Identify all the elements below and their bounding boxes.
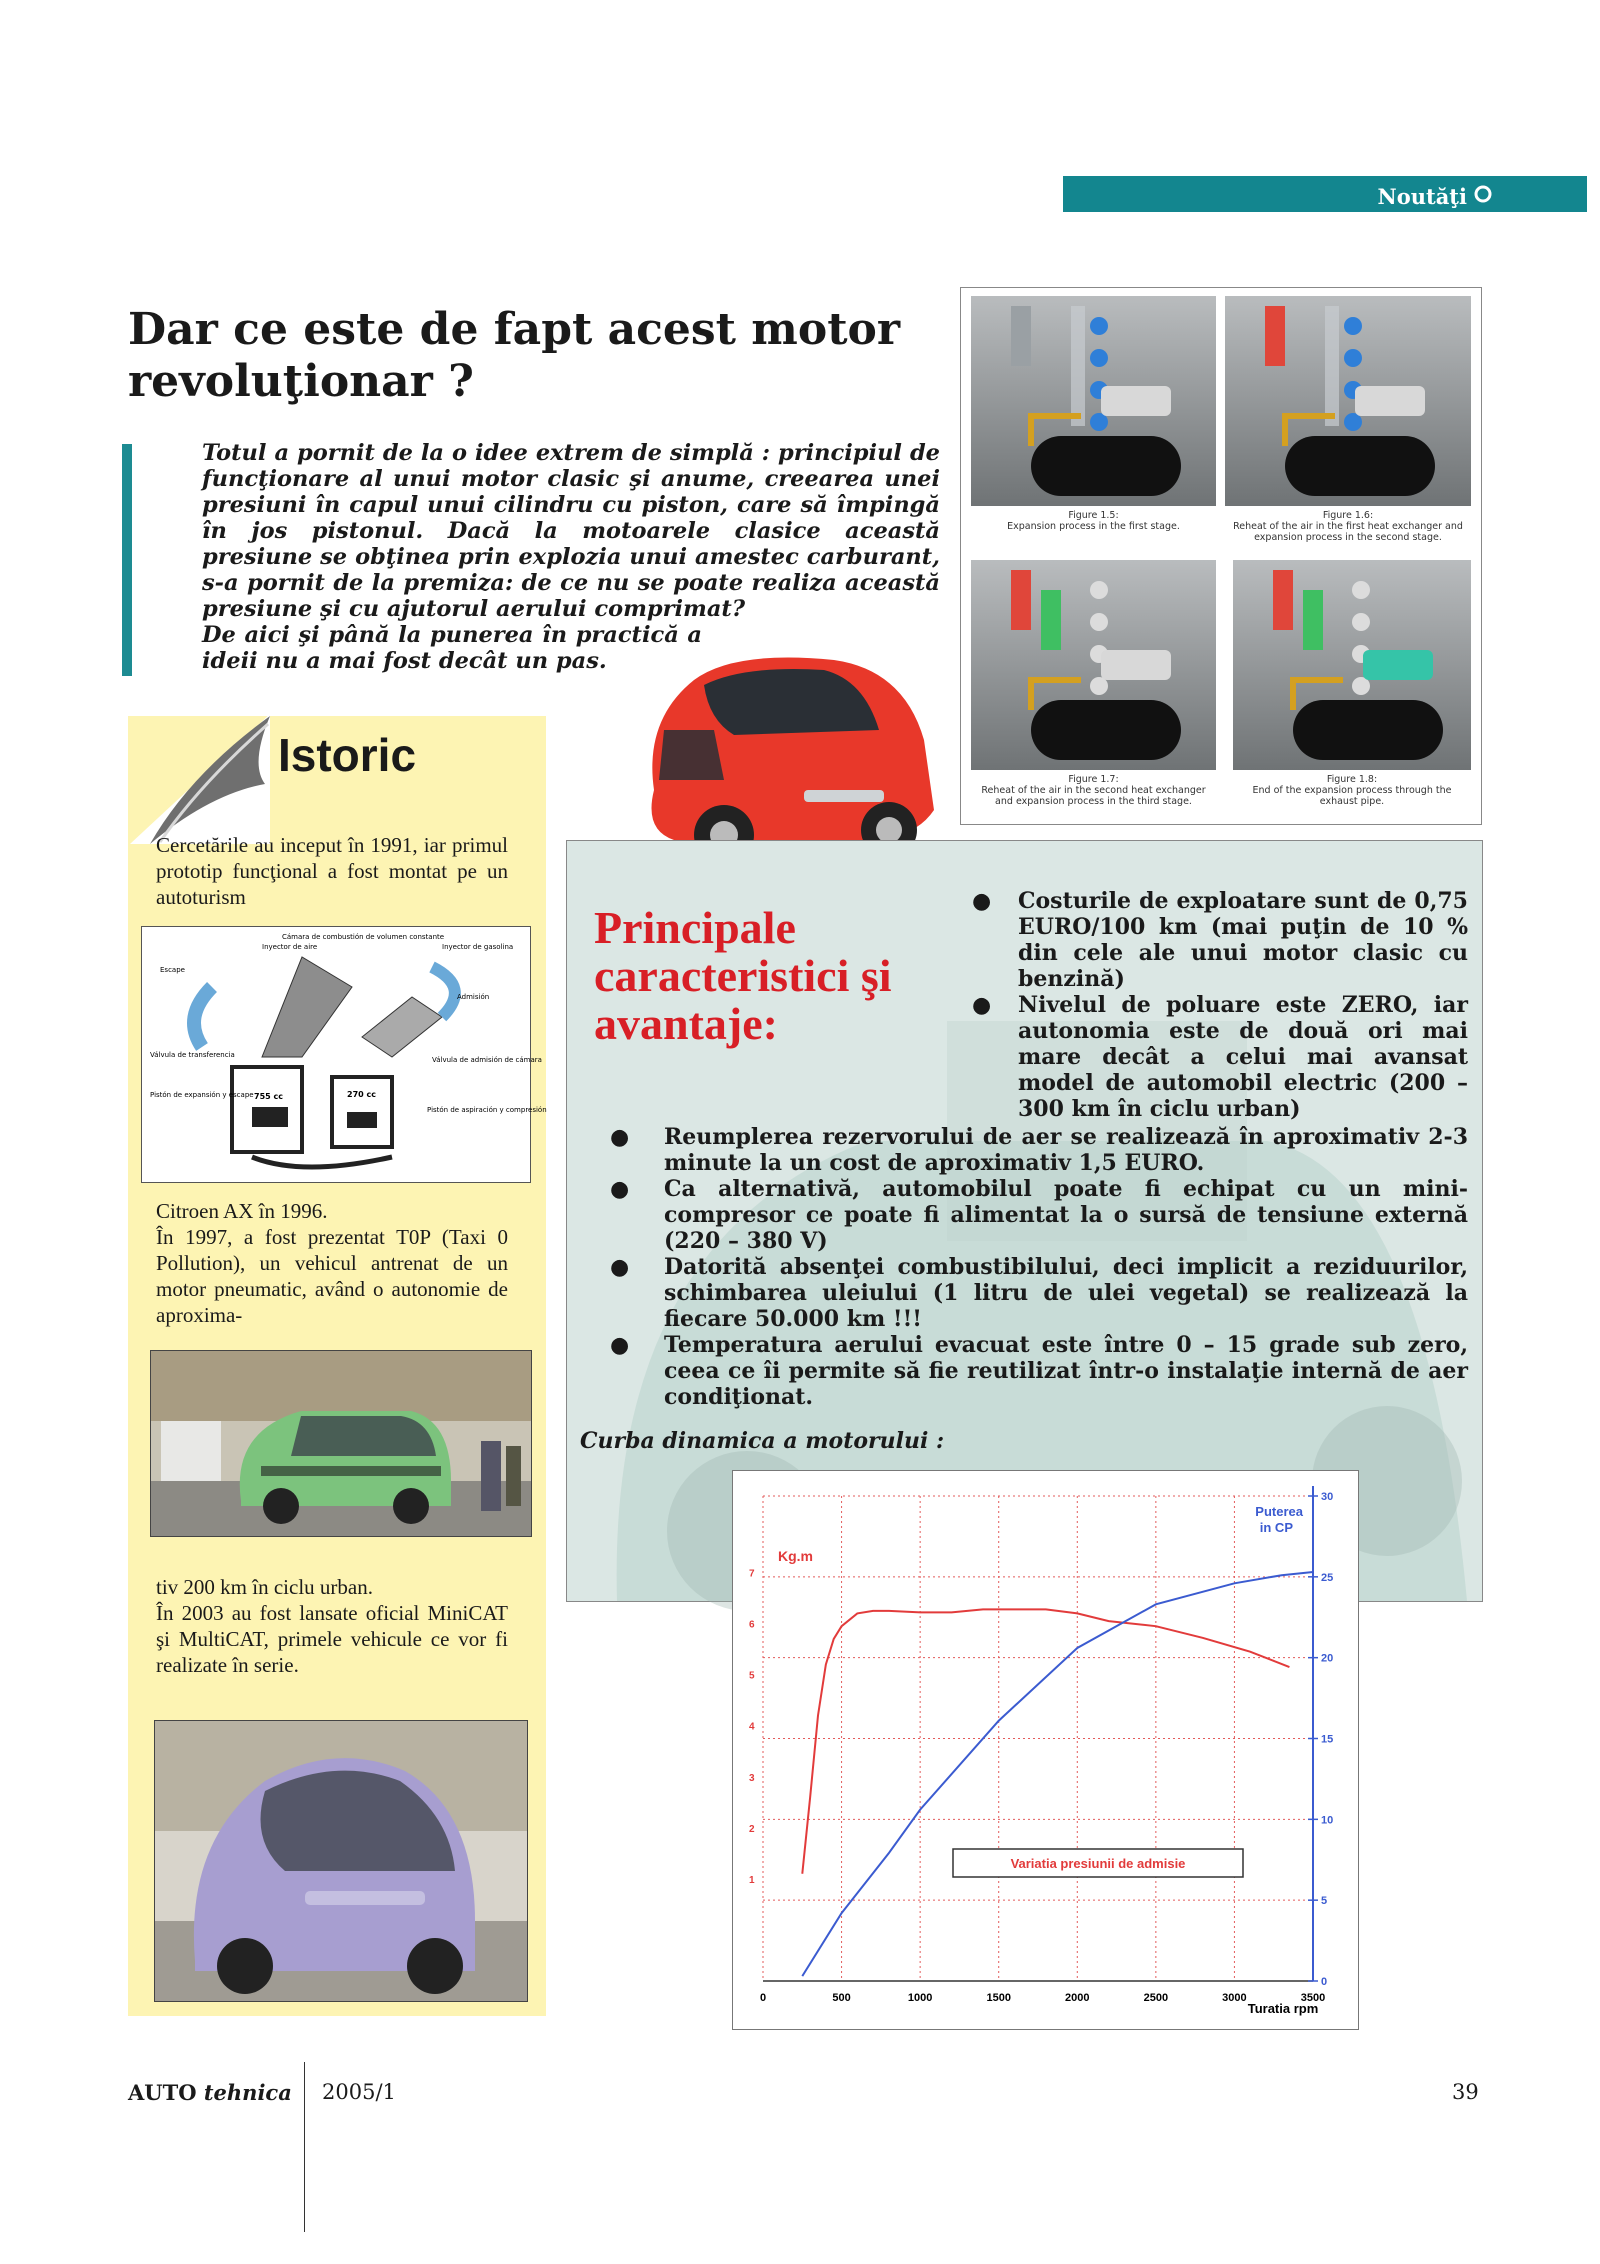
y-right-tick-label: 10 (1321, 1814, 1334, 1827)
istoric-title: Istoric (278, 729, 417, 781)
y-left-tick-label: 2 (749, 1823, 755, 1835)
brand-name: AUTO (128, 2080, 197, 2105)
istoric-paragraph: Citroen AX în 1996. (156, 1199, 328, 1223)
figure-image (971, 296, 1216, 506)
brand-name-italic: tehnica (203, 2080, 292, 2105)
intro-paragraph-1: Totul a pornit de la o idee extrem de simplă : principiul de funcţionare al unui motor clasic şi anume, creearea unei presiuni în capul unui cilindru cu piston, care să împingă în jos pistonul. Dacă la motoarele clasice această presiune se obţinea prin explozia unui amestec carburant, s-a pornit de la premiza: de ce nu se poate realiza această presiune şi cu ajutorul aerului comprimat? (202, 440, 940, 622)
y-right-tick-label: 5 (1321, 1895, 1328, 1908)
x-tick-label: 1000 (907, 1992, 933, 2004)
figure-caption: Figure 1.5: Expansion process in the first stage. (1007, 510, 1180, 532)
magazine-brand (128, 2080, 292, 2105)
figure-image (1233, 560, 1471, 770)
y-right-tick-label: 30 (1321, 1491, 1334, 1503)
istoric-paragraph: În 2003 au fost lansate oficial MiniCAT şi MultiCAT, primele vehicule ce vor fi realizate în serie. (156, 1601, 508, 1677)
y-left-tick-label: 6 (749, 1619, 755, 1631)
diagram-label-expansion-piston: Pistón de expansión y escape (150, 1091, 254, 1099)
y-left-tick-label: 1 (749, 1874, 755, 1886)
list-item (972, 992, 1468, 1122)
intro-accent-bar (122, 444, 132, 676)
bullet-icon: ● (972, 992, 992, 1018)
figure-image (971, 560, 1216, 770)
y-right-axis-label: Puterea (1255, 1504, 1303, 1519)
intro-paragraph-2: De aici şi până la punerea în practică a ideii nu a mai fost decât un pas. (202, 622, 702, 674)
x-tick-label: 3000 (1222, 1992, 1247, 2004)
istoric-paragraph: tiv 200 km în ciclu urban. (156, 1575, 373, 1599)
y-right-tick-label: 20 (1321, 1652, 1334, 1665)
istoric-text-1 (156, 832, 508, 910)
list-item-text: Costurile de exploatare sunt de 0,75 EURO/100 km (mai puţin de 10 % din cele ale unui motor clasic cu benzină) (1018, 888, 1468, 992)
list-item-text: Reumplerea rezervorului de aer se realizează în aproximativ 2-3 minute la un cost de aproximativ 1,5 EURO. (664, 1124, 1468, 1176)
x-tick-label: 2000 (1065, 1992, 1090, 2004)
diagram-label-intake-valve: Válvula de admisión de cámara (432, 1056, 542, 1064)
figure-caption: Figure 1.8: End of the expansion process through the exhaust pipe. (1252, 774, 1452, 807)
y-right-axis-label: in CP (1259, 1520, 1293, 1535)
expansion-figures-panel (960, 287, 1482, 825)
bullet-icon: ● (972, 888, 992, 914)
figure-caption: Figure 1.7: Reheat of the air in the second heat exchanger and expansion process in the third stage. (981, 774, 1206, 807)
page-curl-decoration (130, 714, 270, 844)
list-item (610, 1124, 1468, 1176)
figure-image (1225, 296, 1471, 506)
chart-caption: Curba dinamica a motorului : (580, 1428, 945, 1454)
bullet-icon: ● (610, 1332, 630, 1358)
y-right-tick-label: 0 (1321, 1976, 1328, 1988)
legend-label: Variatia presiunii de admisie (1010, 1856, 1186, 1871)
y-right-tick-label: 25 (1321, 1571, 1334, 1584)
issue-number: 2005/1 (322, 2080, 396, 2104)
list-item (610, 1254, 1468, 1332)
y-left-tick-label: 7 (749, 1568, 755, 1580)
x-axis-label: Turatia rpm (1247, 2001, 1319, 2016)
diagram-label-cc1: 755 cc (254, 1092, 283, 1101)
power-curve-line (802, 1572, 1313, 1976)
section-header-band (1063, 176, 1587, 212)
intro-text (202, 440, 940, 674)
istoric-text-3 (156, 1574, 508, 1678)
purple-car-photo (154, 1720, 528, 2002)
section-label: Noutăţi (1377, 184, 1467, 209)
list-item (610, 1332, 1468, 1410)
y-left-tick-label: 5 (749, 1670, 755, 1682)
diagram-label-intake: Admisión (457, 993, 490, 1001)
diagram-label-exhaust: Escape (160, 966, 185, 974)
footer-divider (304, 2062, 305, 2232)
y-right-tick-label: 15 (1321, 1733, 1334, 1746)
list-item-text: Nivelul de poluare este ZERO, iar autonomia este de două ori mai mare decât a celui mai avansat model de automobil electric (200 – 300 km în ciclu urban) (1018, 992, 1468, 1122)
list-item-text: Ca alternativă, automobilul poate fi echipat cu un mini-compresor ce poate fi alimentat la o sursă de tensiune externă (220 – 380 V) (664, 1176, 1468, 1254)
y-left-axis-label: Kg.m (778, 1548, 813, 1564)
y-left-tick-label: 4 (749, 1721, 755, 1733)
y-left-tick-label: 3 (749, 1772, 755, 1784)
x-tick-label: 1500 (986, 1992, 1011, 2004)
list-item (972, 888, 1468, 992)
characteristics-list-bottom (610, 1124, 1468, 1410)
istoric-text-2 (156, 1198, 508, 1328)
engine-diagram (141, 926, 547, 1183)
green-taxi-photo (150, 1350, 532, 1537)
bullet-icon: ● (610, 1254, 630, 1280)
figure-caption: Figure 1.6: Reheat of the air in the first heat exchanger and expansion process in the second stage. (1233, 510, 1463, 543)
istoric-paragraph: Cercetările au inceput în 1991, iar primul prototip funcţional a fost montat pe un autoturism (156, 833, 508, 909)
torque-curve-line (802, 1609, 1289, 1873)
x-tick-label: 3500 (1300, 1992, 1326, 2004)
magazine-logo-icon (1475, 183, 1491, 205)
x-tick-label: 2500 (1143, 1992, 1169, 2004)
diagram-label-air-injector: Inyector de aire (262, 943, 318, 951)
characteristics-title: Principale caracteristici şi avantaje: (594, 902, 892, 1049)
list-item-text: Datorită absenţei combustibilului, deci implicit a reziduurilor, schimbarea uleiului (1 litru de ulei vegetal) se realizează la fiecare 50.000 km !!! (664, 1254, 1468, 1332)
list-item (610, 1176, 1468, 1254)
istoric-paragraph: În 1997, a fost prezentat T0P (Taxi 0 Pollution), un vehicul antrenat de un motor pneumatic, având o autonomie de aproxima- (156, 1225, 508, 1327)
list-item-text: Temperatura aerului evacuat este între 0 – 15 grade sub zero, ceea ce îi permite să fie reutilizat într-o instalaţie internă de aer condiţionat. (664, 1332, 1468, 1410)
diagram-label-fuel-injector: Inyector de gasolina (442, 943, 514, 951)
diagram-label-compression-piston: Pistón de aspiración y compresión (427, 1106, 547, 1114)
bullet-icon: ● (610, 1124, 630, 1150)
diagram-label-cc2: 270 cc (347, 1090, 376, 1099)
article-title: Dar ce este de fapt acest motor revoluţionar ? (128, 304, 901, 407)
diagram-label-chamber: Cámara de combustión de volumen constante (282, 933, 445, 941)
engine-dynamic-curve-chart (732, 1470, 1359, 2030)
page-number: 39 (1452, 2080, 1479, 2104)
red-car-photo (614, 640, 950, 868)
x-tick-label: 0 (759, 1992, 767, 2004)
diagram-label-transfer-valve: Válvula de transferencia (150, 1051, 235, 1059)
characteristics-list-top (972, 888, 1468, 1122)
x-tick-label: 500 (832, 1992, 851, 2004)
bullet-icon: ● (610, 1176, 630, 1202)
